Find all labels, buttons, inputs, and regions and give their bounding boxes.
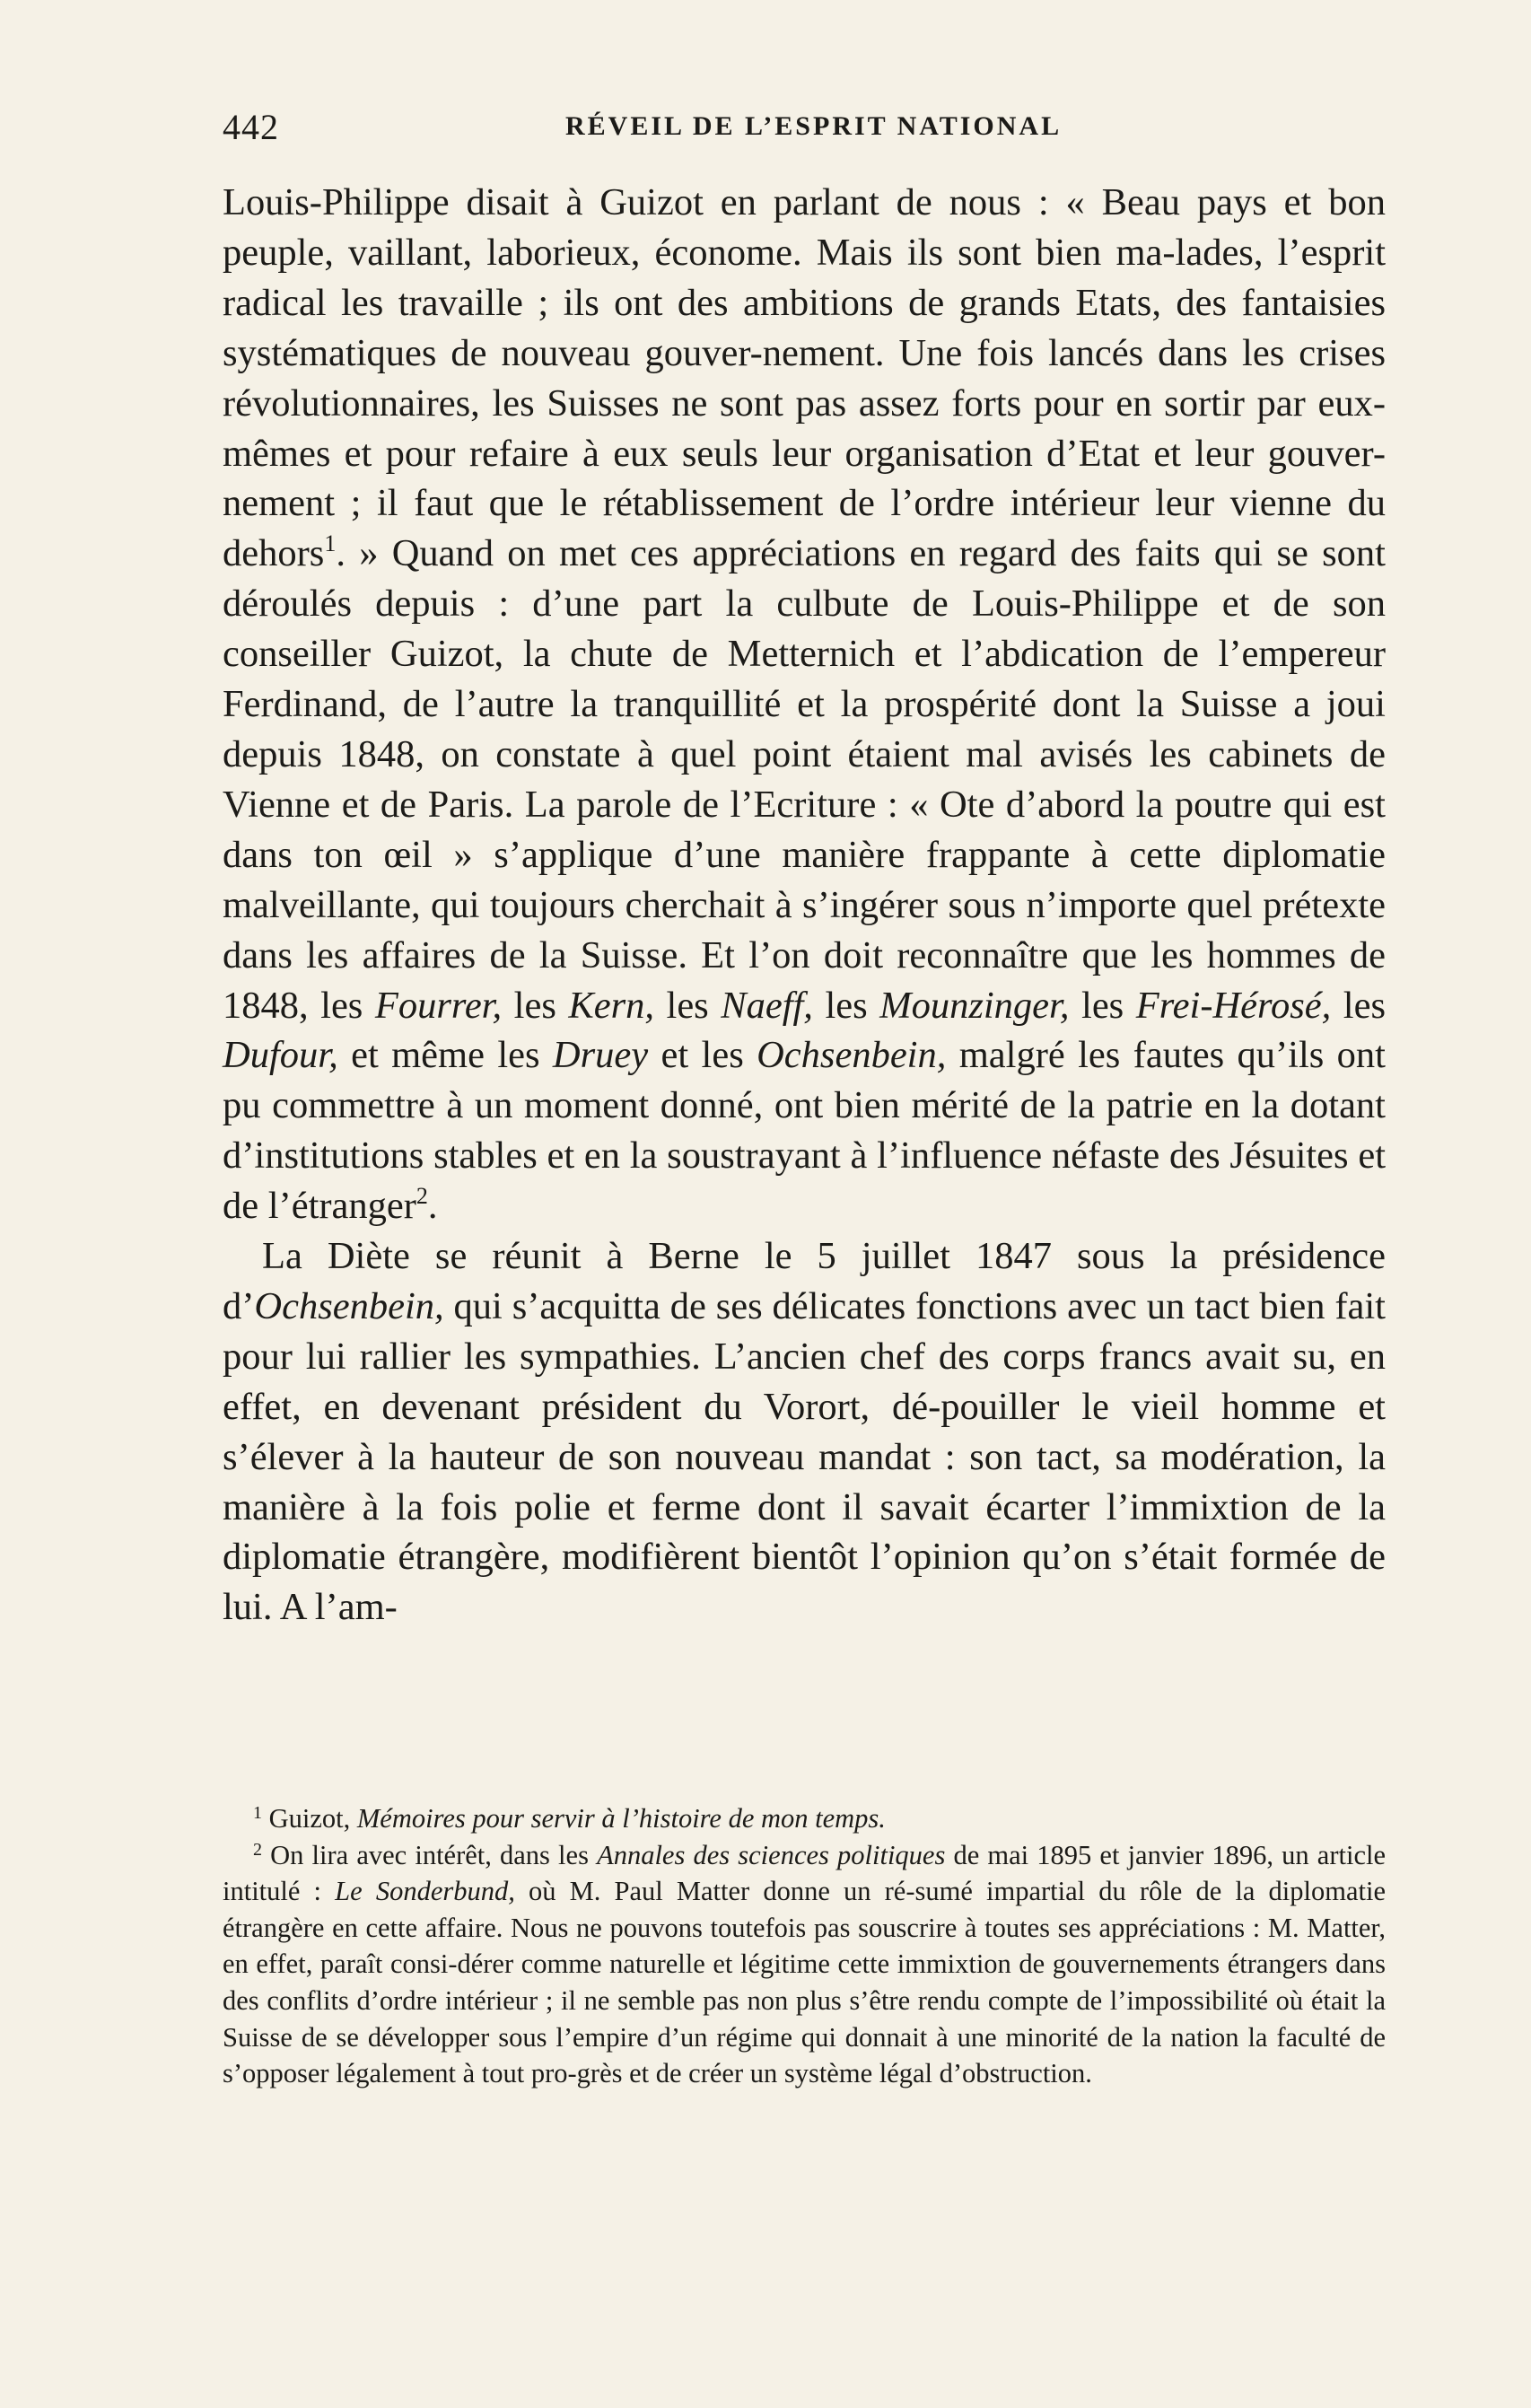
footnote-1-author: Guizot, — [268, 1803, 357, 1834]
separator: les — [502, 984, 569, 1027]
paragraph-2 — [223, 1231, 1386, 1633]
footnote-2-text-a: On lira avec intérêt, dans les — [270, 1839, 598, 1870]
separator: les — [1331, 984, 1386, 1027]
name-ochsenbein: Ochsenbein, — [757, 1034, 947, 1077]
page-header — [223, 102, 1391, 156]
name-ochsenbein-2: Ochsenbein, — [254, 1284, 444, 1327]
footnote-2-journal: Annales des sciences politiques — [597, 1839, 946, 1870]
paragraph-1-text-c: malgré les fautes qu’ils ont pu commettre à un moment donné, ont bien mérité de la patrie en la dotant d’institutions stables et en la soustrayant à l’influence néfaste des Jésuites et de l’étranger — [223, 1034, 1386, 1228]
footnote-ref-1: 1 — [324, 530, 337, 557]
name-dufour: Dufour, — [223, 1034, 338, 1077]
paragraph-1-text-b: . » Quand on met ces appréciations en regard des faits qui se sont déroulés depuis : d’une part la culbute de Louis-Philippe et de son conseiller Guizot, la chute de Metternich et l’abdication de l’empereur Ferdinand, de l’autre la tranquillité et la prospérité dont la Suisse a joui depuis 1848, on constate à quel point étaient mal avisés les cabinets de Vienne et de Paris. La parole de l’Ecriture : « Ote d’abord la poutre qui est dans ton œil » s’applique d’une manière frappante à cette diplomatie malveillante, qui toujours cherchait à s’ingérer sous n’importe quel prétexte dans les affaires de la Suisse. Et l’on doit reconnaître que les hommes de 1848, les — [223, 532, 1386, 1027]
name-druey: Druey — [552, 1034, 649, 1077]
footnote-2-text-b: de mai 1895 et janvier 1896, un article intitulé : — [223, 1839, 1386, 1907]
footnote-1-title: Mémoires pour servir à l’histoire de mon temps. — [356, 1803, 886, 1834]
footnote-1 — [223, 1800, 1386, 1837]
footnote-2-text-c: où M. Paul Matter donne un ré-sumé impartial du rôle de la diplomatie étrangère en cette affaire. Nous ne pouvons toutefois pas souscrire à toutes ses appréciations : M. Matter, en effet, paraît consi-dérer comme naturelle et légitime cette immixtion de gouvernements étrangers dans des conflits d’ordre intérieur ; il ne semble pas non plus s’être rendu compte de l’impossibilité où était la Suisse de se développer sous l’empire d’un régime qui donnait à une minorité de la nation la faculté de s’opposer légalement à tout pro-grès et de créer un système légal d’obstruction. — [223, 1876, 1386, 2089]
footnote-2-article: Le Sonderbund, — [335, 1876, 515, 1907]
footnote-1-mark: 1 — [253, 1803, 262, 1823]
name-fourrer: Fourrer, — [374, 984, 503, 1027]
separator: et même les — [337, 1034, 553, 1077]
paragraph-1-text-a: Louis-Philippe disait à Guizot en parlant de nous : « Beau pays et bon peuple, vaillant, laborieux, économe. Mais ils sont bien ma-lades, l’esprit radical les travaille ; ils ont des ambitions de grands Etats, des fantaisies systématiques de nouveau gouver-nement. Une fois lancés dans les crises révolutionnaires, les Suisses ne sont pas assez forts pour en sortir par eux-mêmes et pour refaire à eux seuls leur organisation d’Etat et leur gouver-nement ; il faut que le rétablissement de l’ordre intérieur leur vienne du dehors — [223, 181, 1386, 575]
separator: et les — [648, 1034, 757, 1077]
name-kern: Kern, — [568, 984, 654, 1027]
name-naeff: Naeff, — [721, 984, 813, 1027]
separator: les — [1069, 984, 1136, 1027]
name-frei-herose: Frei-Hérosé, — [1135, 984, 1332, 1027]
page-number: 442 — [223, 107, 279, 147]
footnote-2-mark: 2 — [253, 1839, 262, 1860]
paragraph-2-text-a: La Diète se réunit à Berne le 5 juillet 1847 sous la présidence d’ — [223, 1235, 1386, 1327]
footnote-2 — [223, 1837, 1386, 2092]
paragraph-1-end: . — [427, 1185, 438, 1228]
footnote-ref-2: 2 — [416, 1183, 428, 1210]
paragraph-2-text-b: qui s’acquitta de ses délicates fonctions avec un tact bien fait pour lui rallier les sympathies. L’ancien chef des corps francs avait su, en effet, en devenant président du Vorort, dé-pouiller le vieil homme et s’élever à la hauteur de son nouveau mandat : son tact, sa modération, la manière à la fois polie et ferme dont il savait écarter l’immixtion de la diplomatie étrangère, modifièrent bientôt l’opinion qu’on s’était formée de lui. A l’am- — [223, 1284, 1386, 1629]
name-munzinger: Mounzinger, — [879, 984, 1070, 1027]
footnotes — [223, 1800, 1386, 2092]
main-text — [223, 178, 1386, 1633]
paragraph-1 — [223, 178, 1386, 1231]
separator: les — [654, 984, 722, 1027]
running-title: RÉVEIL DE L’ESPRIT NATIONAL — [565, 111, 1063, 141]
separator: les — [812, 984, 880, 1027]
